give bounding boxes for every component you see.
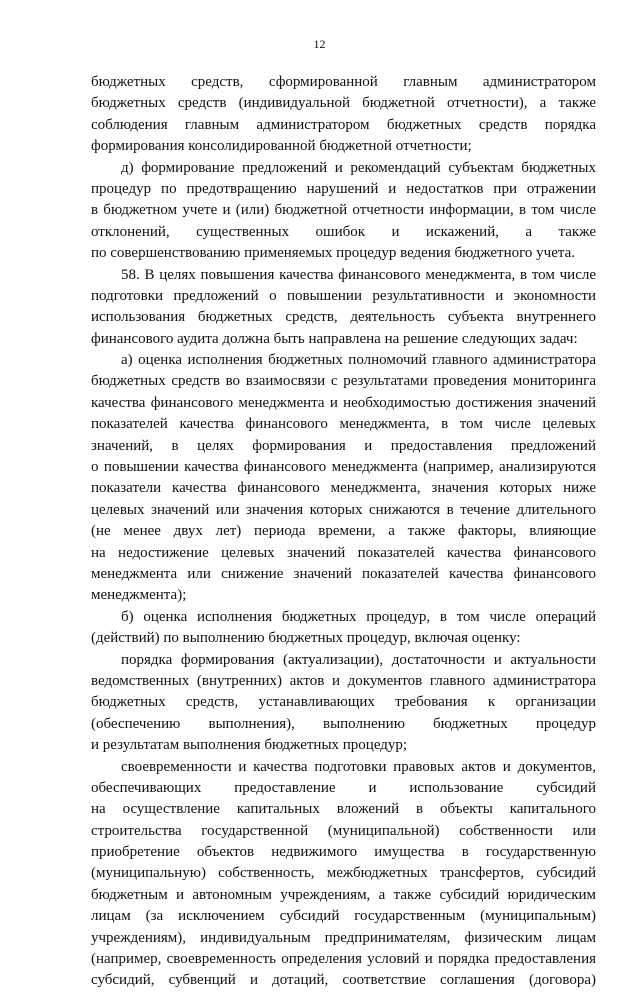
text-line: учреждениям), индивидуальным предпринимателям, физическим лицам [91, 929, 596, 946]
text-line: соблюдения главным администратором бюджетных средств порядка [91, 116, 596, 133]
text-line: бюджетных средств (индивидуальной бюджетной отчетности), а также [91, 95, 596, 112]
text-line: ведомственных (внутренних) актов и документов главного администратора [91, 672, 596, 689]
text-line: своевременности и качества подготовки правовых актов и документов, [121, 758, 596, 775]
text-line: целевых значений или значения которых снижаются в течение длительного [91, 501, 596, 518]
text-line: (например, своевременность определения условий и порядка предоставления [91, 951, 596, 968]
text-line: 58. В целях повышения качества финансового менеджмента, в том числе [121, 266, 596, 283]
text-line: бюджетных средств, сформированной главным администратором [91, 74, 596, 90]
text-line: финансового аудита должна быть направлена на решение следующих задач: [91, 330, 578, 347]
text-line: показателей качества финансового менеджмента, в том числе целевых [91, 416, 596, 433]
text-line: б) оценка исполнения бюджетных процедур, в том числе операций [121, 608, 596, 625]
text-line: бюджетным и автономным учреждениям, а также субсидий юридическим [91, 886, 596, 903]
text-line: (не менее двух лет) периода времени, а также факторы, влияющие [91, 523, 596, 540]
text-line: и результатам выполнения бюджетных процедур; [91, 737, 408, 754]
text-line: субсидий, субвенций и дотаций, соответствие соглашения (договора) [91, 972, 596, 989]
text-line: значений, в целях формирования и предоставления предложений [91, 437, 596, 454]
text-line: порядка формирования (актуализации), достаточности и актуальности [121, 651, 596, 668]
body-text [91, 72, 596, 992]
text-line: о повышении качества финансового менеджмента (например, анализируются [91, 459, 596, 476]
text-line: процедур по предотвращению нарушений и недостатков при отражении [91, 180, 596, 197]
text-line: по совершенствованию применяемых процедур ведения бюджетного учета. [91, 245, 576, 262]
page-number: 12 [313, 37, 326, 51]
text-line: (муниципальную) собственность, межбюджетных трансфертов, субсидий [91, 865, 596, 882]
text-line: д) формирование предложений и рекомендаций субъектам бюджетных [121, 159, 596, 176]
text-line: обеспечивающих предоставление и использование субсидий [91, 779, 596, 796]
text-line: лицам (за исключением субсидий государственным (муниципальным) [91, 908, 596, 925]
text-line: бюджетных средств, устанавливающих требования к организации [91, 694, 596, 711]
text-line: в бюджетном учете и (или) бюджетной отчетности информации, в том числе [91, 202, 596, 219]
text-line: приобретение объектов недвижимого имущества в государственную [91, 844, 596, 861]
text-line: (действий) по выполнению бюджетных процедур, включая оценку: [91, 630, 521, 647]
text-line: использования бюджетных средств, деятельность субъекта внутреннего [91, 309, 596, 326]
text-line: на недостижение целевых значений показателей качества финансового [91, 544, 596, 561]
text-line: формирования консолидированной бюджетной отчетности; [91, 138, 472, 155]
text-line: (обеспечению выполнения), выполнению бюджетных процедур [91, 715, 596, 732]
text-line: показатели качества финансового менеджмента, значения которых ниже [91, 480, 596, 497]
text-line: подготовки предложений о повышении результативности и экономности [91, 287, 596, 304]
text-line: а) оценка исполнения бюджетных полномочий главного администратора [121, 352, 596, 369]
text-line: менеджмента или снижение значений показателей качества финансового [91, 565, 596, 582]
text-line: отклонений, существенных ошибок и искажений, а также [91, 223, 596, 240]
text-line: на осуществление капитальных вложений в объекты капитального [91, 801, 596, 818]
text-line: строительства государственной (муниципальной) собственности или [91, 822, 596, 839]
text-line: бюджетных средств во взаимосвязи с результатами проведения мониторинга [91, 373, 596, 390]
text-line: менеджмента); [91, 587, 187, 604]
text-line: качества финансового менеджмента и необходимостью достижения значений [91, 394, 596, 411]
